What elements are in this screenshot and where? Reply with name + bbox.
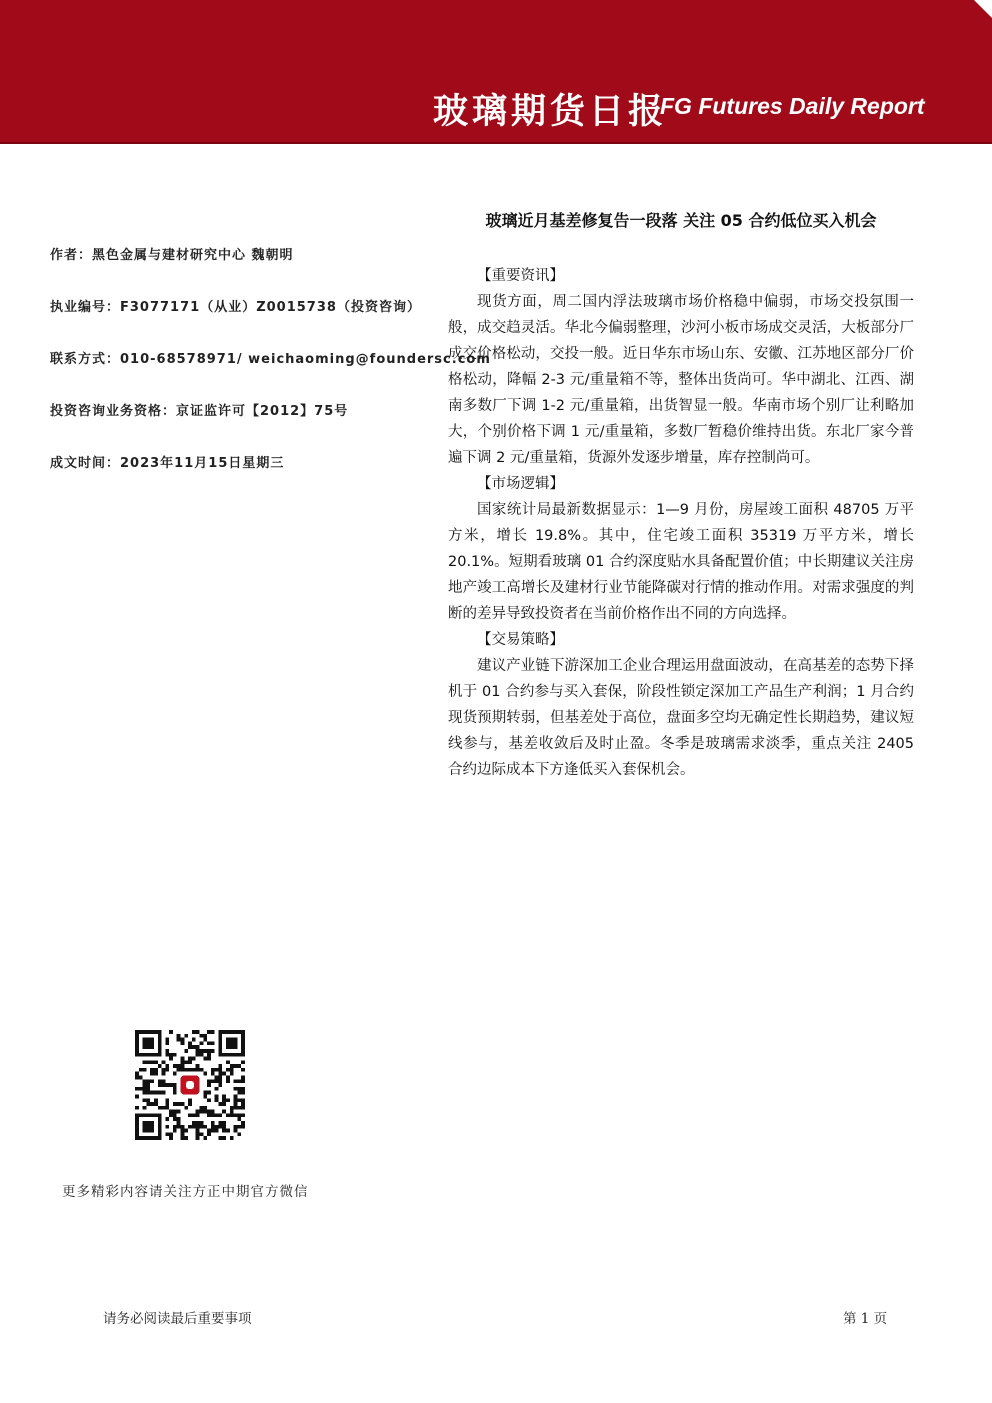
- section-paragraph: 国家统计局最新数据显示：1—9 月份，房屋竣工面积 48705 万平方米，增长 19.8%。其中，住宅竣工面积 35319 万平方米，增长 20.1%。短期看玻璃 01 合约深度贴水具备配置价值；中长期建议关注房地产竣工高增长及建材行业节能降碳对行情的推动作用。对需求强度的判断的差异导致投资者在当前价格作出不同的方向选择。: [448, 502, 914, 622]
- contact-line: 联系方式：010-68578971/ weichaoming@foundersc.com: [50, 352, 491, 367]
- section-paragraph: 建议产业链下游深加工企业合理运用盘面波动，在高基差的态势下择机于 01 合约参与买入套保，阶段性锁定深加工产品生产利润；1 月合约现货预期转弱，但基差处于高位，盘面多空均无确定性长期趋势，建议短线参与，基差收敛后及时止盈。冬季是玻璃需求淡季，重点关注 2405 合约边际成本下方逢低买入套保机会。: [448, 658, 914, 778]
- qualification-line: 投资咨询业务资格：京证监许可【2012】75号: [50, 404, 349, 419]
- qr-code-icon: [135, 1030, 245, 1140]
- article-body: [448, 263, 914, 783]
- section-heading: 【重要资讯】: [477, 268, 564, 284]
- report-title-cn: 玻璃期货日报: [433, 92, 668, 132]
- author-info: [50, 244, 491, 504]
- footer-notice: 请务必阅读最后重要事项: [103, 1311, 252, 1327]
- license-line: 执业编号：F3077171（从业）Z0015738（投资咨询）: [50, 300, 421, 315]
- article-title: 玻璃近月基差修复告一段落 关注 05 合约低位买入机会: [485, 211, 877, 230]
- author-line: 作者：黑色金属与建材研究中心 魏朝明: [50, 248, 294, 263]
- qr-caption: 更多精彩内容请关注方正中期官方微信: [62, 1184, 309, 1200]
- banner-corner: [974, 0, 992, 18]
- header-banner: [0, 0, 992, 144]
- date-line: 成文时间：2023年11月15日星期三: [50, 456, 285, 471]
- report-title-en: FG Futures Daily Report: [660, 93, 925, 119]
- section-heading: 【交易策略】: [477, 632, 564, 648]
- section-paragraph: 现货方面，周二国内浮法玻璃市场价格稳中偏弱，市场交投氛围一般，成交趋灵活。华北今偏弱整理，沙河小板市场成交灵活，大板部分厂成交价格松动，交投一般。近日华东市场山东、安徽、江苏地区部分厂价格松动，降幅 2-3 元/重量箱不等，整体出货尚可。华中湖北、江西、湖南多数厂下调 1-2 元/重量箱，出货智显一般。华南市场个别厂让利略加大，个别价格下调 1 元/重量箱，多数厂暂稳价维持出货。东北厂家今普遍下调 2 元/重量箱，货源外发逐步增量，库存控制尚可。: [448, 294, 914, 466]
- page-number: 第 1 页: [843, 1311, 888, 1327]
- section-heading: 【市场逻辑】: [477, 476, 564, 492]
